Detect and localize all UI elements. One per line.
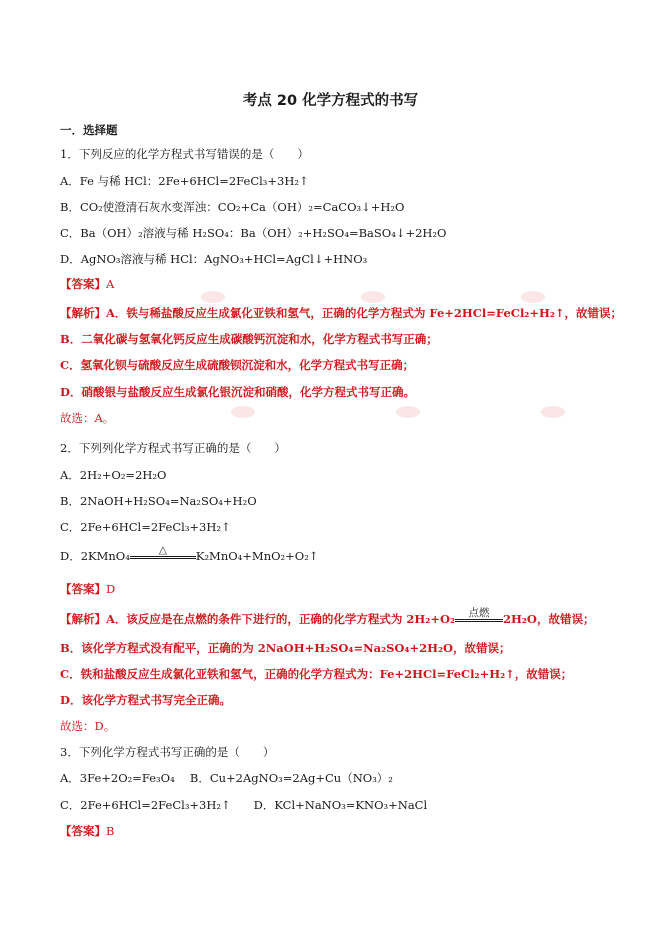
q2-answer [60,582,115,596]
ignite-condition [455,607,503,626]
answer-label: 【答案】 [60,277,106,291]
q1-option-c: C．Ba（OH）₂溶液与稀 H₂SO₄：Ba（OH）₂+H₂SO₄=BaSO₄↓+2H₂O [60,226,447,240]
heat-symbol: △ [158,544,167,556]
q1-analysis-c: C．氢氧化钡与硫酸反应生成硫酸钡沉淀和水，化学方程式书写正确； [60,358,415,372]
watermark-icon [395,405,421,419]
q1-option-b: B．CO₂使澄清石灰水变浑浊：CO₂+Ca（OH）₂=CaCO₃↓+H₂O [60,200,405,214]
q1-conclusion: 故选：A。 [60,411,115,425]
q3-options-row1: A．3Fe+2O₂=Fe₃O₄ B．Cu+2AgNO₃=2Ag+Cu（NO₃）₂ [60,771,393,785]
q3-options-row2: C．2Fe+6HCl=2FeCl₃+3H₂↑ D．KCl+NaNO₃=KNO₃+NaCl [60,798,428,812]
q2-option-d-reactants: D．2KMnO₄ [60,549,130,563]
ignite-text: 点燃 [468,607,490,619]
q2-option-a: A．2H₂+O₂=2H₂O [60,468,167,482]
answer-value: B [106,824,115,838]
watermark-icon [200,290,226,304]
watermark-icon [230,405,256,419]
q2-analysis-a [60,607,595,626]
watermark-icon [520,290,546,304]
q2-conclusion: 故选：D。 [60,719,116,733]
answer-value: D [106,582,116,596]
q3-stem: 3．下列化学方程式书写正确的是（ ） [60,745,275,759]
q2-analysis-a-left: 【解析】A．该反应是在点燃的条件下进行的，正确的化学方程式为 2H₂+O₂ [60,612,456,626]
double-bar [455,619,503,622]
q2-stem: 2．下列列化学方程式书写正确的是（ ） [60,441,286,455]
page-title: 考点 20 化学方程式的书写 [242,93,419,109]
section-heading: 一．选择题 [60,123,118,137]
q1-option-a: A．Fe 与稀 HCl：2Fe+6HCl=2FeCl₃+3H₂↑ [60,174,309,188]
q1-analysis-b: B．二氧化碳与氢氧化钙反应生成碳酸钙沉淀和水，化学方程式书写正确； [60,332,438,346]
q1-analysis-d: D．硝酸银与盐酸反应生成氯化银沉淀和硝酸，化学方程式书写正确。 [60,385,415,399]
q2-analysis-d: D．该化学方程式书写完全正确。 [60,693,231,707]
q1-analysis-a: 【解析】A．铁与稀盐酸反应生成氯化亚铁和氢气，正确的化学方程式为 Fe+2HCl=FeCl₂+H₂↑，故错误； [60,306,623,320]
watermark-icon [360,290,386,304]
watermark-icon [540,405,566,419]
q2-analysis-b: B．该化学方程式没有配平，正确的为 2NaOH+H₂SO₄=Na₂SO₄+2H₂O，故错误； [60,641,511,655]
double-bar [130,556,196,559]
answer-label: 【答案】 [60,824,106,838]
answer-label: 【答案】 [60,582,106,596]
q3-answer [60,824,114,838]
heat-condition [130,544,196,563]
q2-analysis-c: C．铁和盐酸反应生成氯化亚铁和氢气，正确的化学方程式为：Fe+2HCl=FeCl₂+H₂↑，故错误； [60,667,573,681]
q2-option-d [60,544,319,563]
q2-option-d-products: K₂MnO₄+MnO₂+O₂↑ [195,549,319,563]
answer-value: A [106,277,115,291]
q2-analysis-a-right: 2H₂O，故错误； [503,612,595,626]
q1-option-d: D．AgNO₃溶液与稀 HCl：AgNO₃+HCl=AgCl↓+HNO₃ [60,252,368,266]
q2-option-c: C．2Fe+6HCl=2FeCl₃+3H₂↑ [60,520,231,534]
q1-answer [60,277,114,291]
q2-option-b: B．2NaOH+H₂SO₄=Na₂SO₄+H₂O [60,494,257,508]
q1-stem: 1．下列反应的化学方程式书写错误的是（ ） [60,147,309,161]
